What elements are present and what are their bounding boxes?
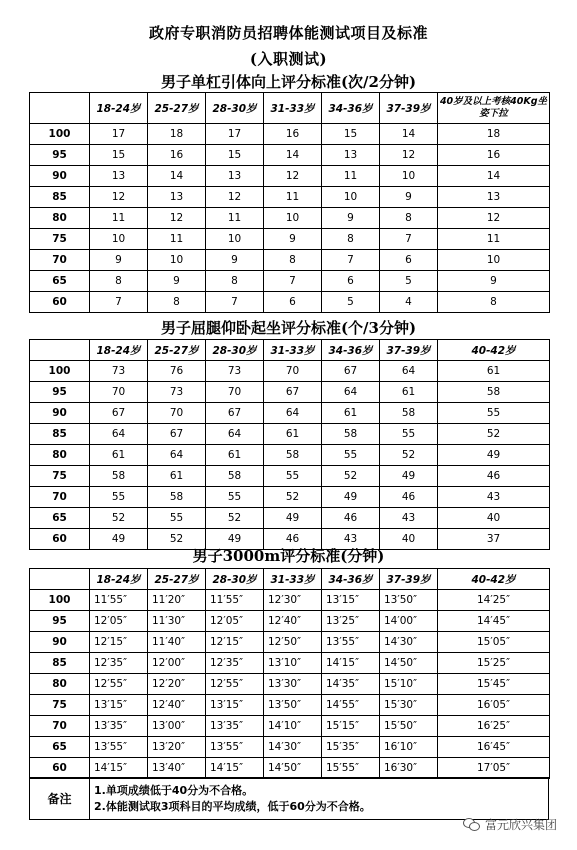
value-cell: 11 [206, 208, 264, 229]
value-cell: 11 [148, 229, 206, 250]
value-cell: 9 [206, 250, 264, 271]
wechat-icon [463, 818, 481, 832]
value-cell: 49 [90, 529, 148, 550]
value-cell: 43 [438, 487, 550, 508]
value-cell: 12′05″ [90, 611, 148, 632]
value-cell: 13′20″ [148, 737, 206, 758]
column-header: 25-27岁 [148, 569, 206, 590]
table-row [30, 229, 550, 250]
value-cell: 15′55″ [322, 758, 380, 779]
value-cell: 55 [264, 466, 322, 487]
value-cell: 10 [322, 187, 380, 208]
value-cell: 17′05″ [438, 758, 550, 779]
value-cell: 40 [380, 529, 438, 550]
score-cell: 95 [30, 382, 90, 403]
value-cell: 64 [148, 445, 206, 466]
situp-section-title: 男子屈腿仰卧起坐评分标准(个/3分钟) [160, 319, 417, 337]
value-cell: 67 [90, 403, 148, 424]
value-cell: 6 [264, 292, 322, 313]
value-cell: 15 [90, 145, 148, 166]
value-cell: 15′10″ [380, 674, 438, 695]
value-cell: 12 [264, 166, 322, 187]
value-cell: 8 [264, 250, 322, 271]
value-cell: 16 [148, 145, 206, 166]
value-cell: 55 [380, 424, 438, 445]
value-cell: 14 [438, 166, 550, 187]
value-cell: 13′35″ [90, 716, 148, 737]
value-cell: 9 [264, 229, 322, 250]
score-cell: 100 [30, 124, 90, 145]
value-cell: 10 [206, 229, 264, 250]
value-cell: 67 [322, 361, 380, 382]
value-cell: 12′00″ [148, 653, 206, 674]
table-row [30, 508, 550, 529]
value-cell: 14′15″ [206, 758, 264, 779]
table-row [30, 250, 550, 271]
score-cell: 100 [30, 590, 90, 611]
value-cell: 17 [90, 124, 148, 145]
value-cell: 70 [90, 382, 148, 403]
column-header: 31-33岁 [264, 93, 322, 124]
value-cell: 14′15″ [322, 653, 380, 674]
value-cell: 58 [438, 382, 550, 403]
score-cell: 95 [30, 145, 90, 166]
value-cell: 14′25″ [438, 590, 550, 611]
value-cell: 46 [322, 508, 380, 529]
value-cell: 16 [264, 124, 322, 145]
table-row [30, 361, 550, 382]
table-row [30, 145, 550, 166]
value-cell: 55 [438, 403, 550, 424]
value-cell: 70 [148, 403, 206, 424]
value-cell: 49 [322, 487, 380, 508]
value-cell: 12′55″ [90, 674, 148, 695]
value-cell: 13′15″ [206, 695, 264, 716]
value-cell: 55 [90, 487, 148, 508]
value-cell: 64 [90, 424, 148, 445]
value-cell: 11′55″ [206, 590, 264, 611]
value-cell: 13′00″ [148, 716, 206, 737]
value-cell: 10 [438, 250, 550, 271]
value-cell: 40 [438, 508, 550, 529]
value-cell: 9 [380, 187, 438, 208]
column-header: 40-42岁 [438, 340, 550, 361]
value-cell: 14 [380, 124, 438, 145]
value-cell: 61 [264, 424, 322, 445]
table-row [30, 758, 550, 779]
value-cell: 12 [206, 187, 264, 208]
value-cell: 12′35″ [90, 653, 148, 674]
value-cell: 61 [380, 382, 438, 403]
table-row [30, 166, 550, 187]
value-cell: 73 [206, 361, 264, 382]
value-cell: 11′55″ [90, 590, 148, 611]
value-cell: 14′30″ [264, 737, 322, 758]
value-cell: 11′20″ [148, 590, 206, 611]
table-row [30, 590, 550, 611]
value-cell: 12′35″ [206, 653, 264, 674]
value-cell: 13′50″ [380, 590, 438, 611]
table-row [30, 403, 550, 424]
score-cell: 80 [30, 445, 90, 466]
value-cell: 12 [148, 208, 206, 229]
header-row [30, 569, 550, 590]
score-cell: 85 [30, 424, 90, 445]
value-cell: 37 [438, 529, 550, 550]
value-cell: 11′40″ [148, 632, 206, 653]
value-cell: 10 [264, 208, 322, 229]
score-cell: 90 [30, 403, 90, 424]
value-cell: 14′50″ [264, 758, 322, 779]
value-cell: 16′45″ [438, 737, 550, 758]
value-cell: 13′50″ [264, 695, 322, 716]
notes-label: 备注 [30, 778, 90, 820]
column-header: 25-27岁 [148, 340, 206, 361]
score-cell: 80 [30, 208, 90, 229]
value-cell: 67 [206, 403, 264, 424]
header-row [30, 93, 550, 124]
value-cell: 52 [90, 508, 148, 529]
value-cell: 8 [148, 292, 206, 313]
score-cell: 95 [30, 611, 90, 632]
value-cell: 13′25″ [322, 611, 380, 632]
value-cell: 64 [264, 403, 322, 424]
value-cell: 61 [90, 445, 148, 466]
column-header: 34-36岁 [322, 340, 380, 361]
value-cell: 13′40″ [148, 758, 206, 779]
value-cell: 14′30″ [380, 632, 438, 653]
notes-content [90, 778, 549, 820]
value-cell: 15′05″ [438, 632, 550, 653]
value-cell: 49 [206, 529, 264, 550]
table-row [30, 695, 550, 716]
value-cell: 12 [380, 145, 438, 166]
value-cell: 14′10″ [264, 716, 322, 737]
value-cell: 58 [148, 487, 206, 508]
value-cell: 16 [438, 145, 550, 166]
table-row [30, 292, 550, 313]
column-header: 28-30岁 [206, 93, 264, 124]
value-cell: 52 [206, 508, 264, 529]
document-title: 政府专职消防员招聘体能测试项目及标准 [148, 24, 428, 42]
value-cell: 8 [380, 208, 438, 229]
table-row [30, 208, 550, 229]
column-header: 34-36岁 [322, 93, 380, 124]
value-cell: 46 [264, 529, 322, 550]
table-row [30, 653, 550, 674]
watermark [463, 816, 557, 833]
value-cell: 58 [264, 445, 322, 466]
value-cell: 9 [148, 271, 206, 292]
value-cell: 12′40″ [148, 695, 206, 716]
value-cell: 12′20″ [148, 674, 206, 695]
table-row [30, 466, 550, 487]
value-cell: 58 [206, 466, 264, 487]
table-row [30, 674, 550, 695]
value-cell: 8 [206, 271, 264, 292]
column-header: 25-27岁 [148, 93, 206, 124]
header-corner [30, 340, 90, 361]
value-cell: 16′05″ [438, 695, 550, 716]
column-header: 31-33岁 [264, 569, 322, 590]
run3000-table [29, 568, 550, 779]
value-cell: 17 [206, 124, 264, 145]
column-header: 37-39岁 [380, 569, 438, 590]
value-cell: 18 [438, 124, 550, 145]
value-cell: 12′50″ [264, 632, 322, 653]
score-cell: 65 [30, 271, 90, 292]
table-row [30, 716, 550, 737]
value-cell: 7 [322, 250, 380, 271]
value-cell: 13′35″ [206, 716, 264, 737]
column-header: 28-30岁 [206, 340, 264, 361]
value-cell: 8 [322, 229, 380, 250]
score-cell: 75 [30, 466, 90, 487]
value-cell: 10 [148, 250, 206, 271]
score-cell: 75 [30, 229, 90, 250]
value-cell: 16′30″ [380, 758, 438, 779]
value-cell: 8 [438, 292, 550, 313]
document-subtitle: (入职测试) [249, 50, 328, 68]
value-cell: 15 [322, 124, 380, 145]
value-cell: 61 [322, 403, 380, 424]
value-cell: 14′50″ [380, 653, 438, 674]
value-cell: 13 [322, 145, 380, 166]
value-cell: 58 [380, 403, 438, 424]
column-header: 40岁及以上考核40Kg坐姿下拉 [438, 93, 550, 124]
score-cell: 75 [30, 695, 90, 716]
score-cell: 85 [30, 653, 90, 674]
score-cell: 60 [30, 292, 90, 313]
value-cell: 46 [380, 487, 438, 508]
score-cell: 60 [30, 529, 90, 550]
value-cell: 14′00″ [380, 611, 438, 632]
value-cell: 11 [90, 208, 148, 229]
value-cell: 4 [380, 292, 438, 313]
value-cell: 64 [380, 361, 438, 382]
value-cell: 73 [90, 361, 148, 382]
value-cell: 52 [438, 424, 550, 445]
value-cell: 9 [438, 271, 550, 292]
value-cell: 70 [264, 361, 322, 382]
value-cell: 55 [148, 508, 206, 529]
score-cell: 70 [30, 487, 90, 508]
header-row [30, 340, 550, 361]
value-cell: 52 [264, 487, 322, 508]
value-cell: 14′45″ [438, 611, 550, 632]
note-line-2: 2.体能测试取3项科目的平均成绩，低于60分为不合格。 [94, 799, 371, 813]
value-cell: 13 [148, 187, 206, 208]
value-cell: 76 [148, 361, 206, 382]
pullup-table [29, 92, 550, 313]
value-cell: 11 [264, 187, 322, 208]
value-cell: 7 [206, 292, 264, 313]
value-cell: 70 [206, 382, 264, 403]
value-cell: 14 [148, 166, 206, 187]
table-row [30, 124, 550, 145]
column-header: 37-39岁 [380, 93, 438, 124]
value-cell: 12′05″ [206, 611, 264, 632]
score-cell: 90 [30, 166, 90, 187]
score-cell: 60 [30, 758, 90, 779]
value-cell: 13′10″ [264, 653, 322, 674]
value-cell: 11′30″ [148, 611, 206, 632]
value-cell: 49 [264, 508, 322, 529]
column-header: 28-30岁 [206, 569, 264, 590]
header-corner [30, 93, 90, 124]
value-cell: 58 [322, 424, 380, 445]
value-cell: 15′50″ [380, 716, 438, 737]
value-cell: 13′55″ [206, 737, 264, 758]
value-cell: 15′35″ [322, 737, 380, 758]
value-cell: 12′15″ [90, 632, 148, 653]
value-cell: 12′30″ [264, 590, 322, 611]
table-row [30, 424, 550, 445]
value-cell: 13′15″ [90, 695, 148, 716]
score-cell: 70 [30, 716, 90, 737]
value-cell: 10 [380, 166, 438, 187]
value-cell: 18 [148, 124, 206, 145]
score-cell: 80 [30, 674, 90, 695]
score-cell: 90 [30, 632, 90, 653]
value-cell: 52 [380, 445, 438, 466]
value-cell: 58 [90, 466, 148, 487]
value-cell: 46 [438, 466, 550, 487]
value-cell: 12 [90, 187, 148, 208]
value-cell: 15′45″ [438, 674, 550, 695]
value-cell: 13 [438, 187, 550, 208]
value-cell: 14 [264, 145, 322, 166]
table-row [30, 271, 550, 292]
value-cell: 9 [322, 208, 380, 229]
value-cell: 73 [148, 382, 206, 403]
column-header: 18-24岁 [90, 93, 148, 124]
value-cell: 10 [90, 229, 148, 250]
run3000-section-title: 男子3000m评分标准(分钟) [192, 547, 385, 565]
header-corner [30, 569, 90, 590]
score-cell: 65 [30, 508, 90, 529]
table-row [30, 632, 550, 653]
value-cell: 7 [264, 271, 322, 292]
value-cell: 16′10″ [380, 737, 438, 758]
value-cell: 13′15″ [322, 590, 380, 611]
value-cell: 7 [90, 292, 148, 313]
situp-table [29, 339, 550, 550]
value-cell: 5 [322, 292, 380, 313]
note-line-1: 1.单项成绩低于40分为不合格。 [94, 783, 254, 797]
value-cell: 15 [206, 145, 264, 166]
table-row [30, 487, 550, 508]
value-cell: 13 [206, 166, 264, 187]
value-cell: 14′15″ [90, 758, 148, 779]
value-cell: 14′55″ [322, 695, 380, 716]
value-cell: 16′25″ [438, 716, 550, 737]
value-cell: 6 [380, 250, 438, 271]
value-cell: 43 [380, 508, 438, 529]
table-row [30, 445, 550, 466]
column-header: 34-36岁 [322, 569, 380, 590]
score-cell: 85 [30, 187, 90, 208]
value-cell: 67 [264, 382, 322, 403]
value-cell: 15′15″ [322, 716, 380, 737]
table-row [30, 611, 550, 632]
value-cell: 6 [322, 271, 380, 292]
value-cell: 52 [148, 529, 206, 550]
value-cell: 52 [322, 466, 380, 487]
value-cell: 11 [322, 166, 380, 187]
value-cell: 12′15″ [206, 632, 264, 653]
table-row [30, 187, 550, 208]
value-cell: 13′30″ [264, 674, 322, 695]
column-header: 18-24岁 [90, 340, 148, 361]
column-header: 31-33岁 [264, 340, 322, 361]
value-cell: 67 [148, 424, 206, 445]
value-cell: 61 [206, 445, 264, 466]
score-cell: 100 [30, 361, 90, 382]
value-cell: 7 [380, 229, 438, 250]
column-header: 40-42岁 [438, 569, 550, 590]
score-cell: 70 [30, 250, 90, 271]
value-cell: 13 [90, 166, 148, 187]
value-cell: 14′35″ [322, 674, 380, 695]
column-header: 37-39岁 [380, 340, 438, 361]
value-cell: 55 [322, 445, 380, 466]
value-cell: 55 [206, 487, 264, 508]
value-cell: 5 [380, 271, 438, 292]
value-cell: 43 [322, 529, 380, 550]
value-cell: 12 [438, 208, 550, 229]
column-header: 18-24岁 [90, 569, 148, 590]
value-cell: 15′25″ [438, 653, 550, 674]
score-cell: 65 [30, 737, 90, 758]
value-cell: 8 [90, 271, 148, 292]
value-cell: 11 [438, 229, 550, 250]
value-cell: 61 [148, 466, 206, 487]
value-cell: 64 [206, 424, 264, 445]
table-row [30, 382, 550, 403]
value-cell: 49 [380, 466, 438, 487]
pullup-section-title: 男子单杠引体向上评分标准(次/2分钟) [160, 73, 417, 91]
value-cell: 64 [322, 382, 380, 403]
watermark-text: 富元欣兴集团 [484, 818, 557, 832]
value-cell: 9 [90, 250, 148, 271]
value-cell: 12′40″ [264, 611, 322, 632]
value-cell: 61 [438, 361, 550, 382]
notes-table [29, 777, 549, 820]
table-row [30, 737, 550, 758]
value-cell: 49 [438, 445, 550, 466]
value-cell: 15′30″ [380, 695, 438, 716]
value-cell: 13′55″ [322, 632, 380, 653]
value-cell: 13′55″ [90, 737, 148, 758]
value-cell: 12′55″ [206, 674, 264, 695]
